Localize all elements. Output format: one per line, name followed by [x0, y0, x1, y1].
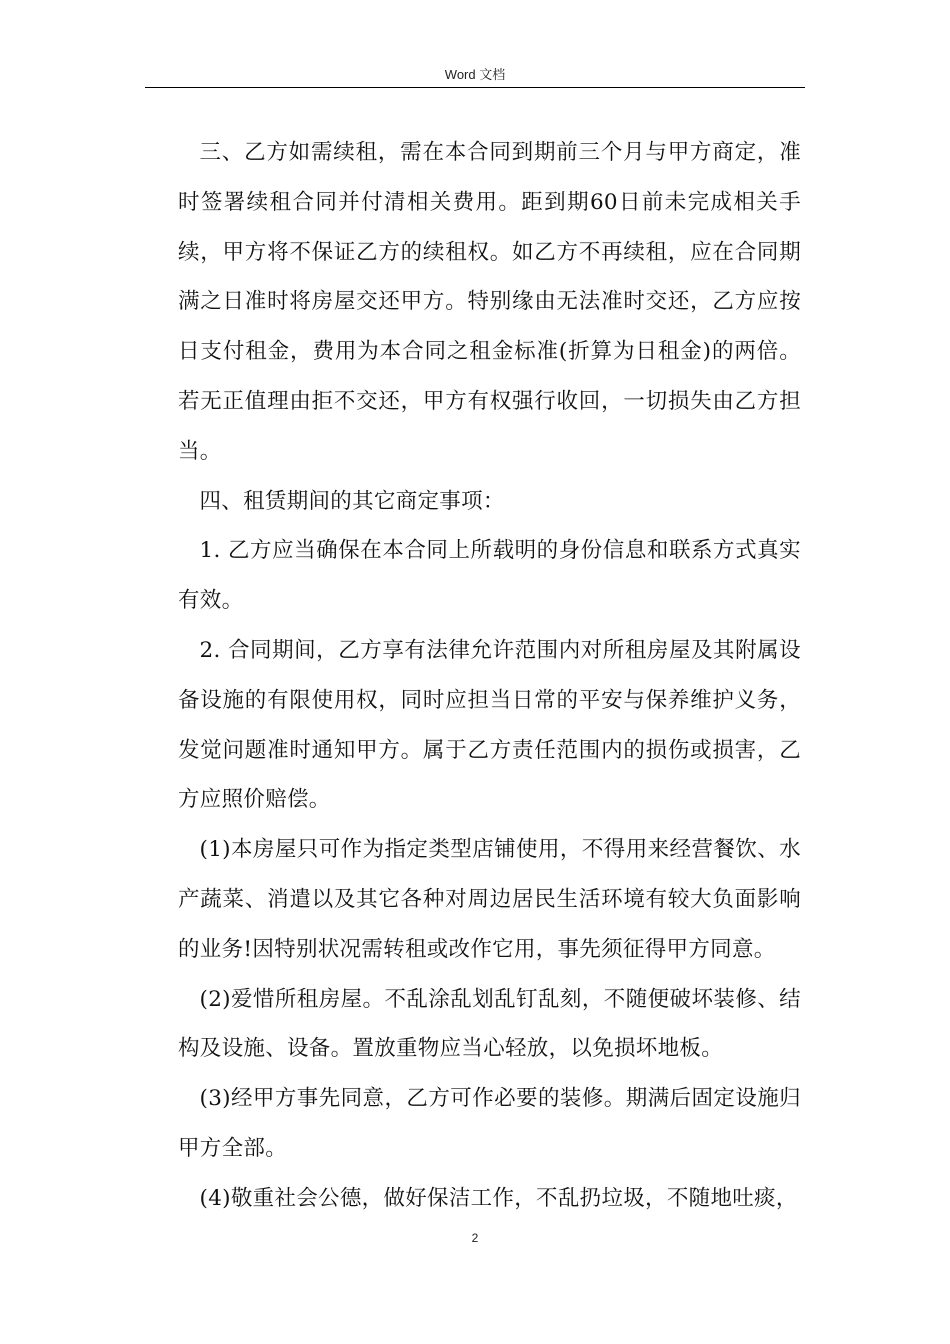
text-line: 构及设施、设备。置放重物应当心轻放，以免损坏地板。 — [178, 1036, 724, 1062]
paragraph — [178, 1174, 801, 1224]
paragraph — [178, 128, 801, 477]
text-line: 满之日准时将房屋交还甲方。特别缘由无法准时交还，乙方应按 — [178, 289, 801, 315]
paragraph — [178, 1074, 801, 1174]
text-line: 四、租赁期间的其它商定事项： — [199, 488, 505, 514]
paragraph — [178, 825, 801, 974]
text-line: 方应照价赔偿。 — [178, 787, 331, 813]
text-line: (3)经甲方事先同意，乙方可作必要的装修。期满后固定设施归 — [199, 1086, 801, 1112]
text-line: 三、乙方如需续租，需在本合同到期前三个月与甲方商定，准 — [199, 140, 801, 165]
text-line: (4)敬重社会公德，做好保洁工作，不乱扔垃圾，不随地吐痰， — [199, 1185, 798, 1211]
text-line: 发觉问题准时通知甲方。属于乙方责任范围内的损伤或损害，乙 — [178, 737, 801, 763]
text-line: 有效。 — [178, 588, 244, 614]
paragraph — [178, 975, 801, 1075]
text-line: 备设施的有限使用权，同时应担当日常的平安与保养维护义务， — [178, 687, 801, 713]
text-line: 若无正值理由拒不交还，甲方有权强行收回，一切损失由乙方担 — [178, 388, 801, 414]
text-line: 2. 合同期间，乙方享有法律允许范围内对所租房屋及其附属设 — [199, 637, 801, 663]
document-body — [178, 128, 801, 1224]
header-divider — [145, 87, 805, 88]
text-line: 日支付租金，费用为本合同之租金标准(折算为日租金)的两倍。 — [178, 339, 801, 365]
text-line: (2)爱惜所租房屋。不乱涂乱划乱钉乱刻，不随便破坏装修、结 — [199, 986, 801, 1012]
text-line: 当。 — [178, 438, 222, 464]
text-line: (1)本房屋只可作为指定类型店铺使用，不得用来经营餐饮、水 — [199, 837, 801, 863]
page-number: 2 — [471, 1231, 479, 1245]
text-line: 1. 乙方应当确保在本合同上所载明的身份信息和联系方式真实 — [199, 538, 801, 564]
paragraph — [178, 626, 801, 825]
text-line: 时签署续租合同并付清相关费用。距到期60日前未完成相关手 — [178, 189, 801, 215]
paragraph — [178, 477, 801, 527]
text-line: 续，甲方将不保证乙方的续租权。如乙方不再续租，应在合同期 — [178, 239, 801, 265]
text-line: 甲方全部。 — [178, 1135, 288, 1161]
text-line: 产蔬菜、消遣以及其它各种对周边居民生活环境有较大负面影响 — [178, 886, 801, 912]
text-line: 的业务!因特别状况需转租或改作它用，事先须征得甲方同意。 — [178, 936, 776, 962]
page-header: Word 文档 — [444, 67, 506, 82]
paragraph — [178, 526, 801, 626]
